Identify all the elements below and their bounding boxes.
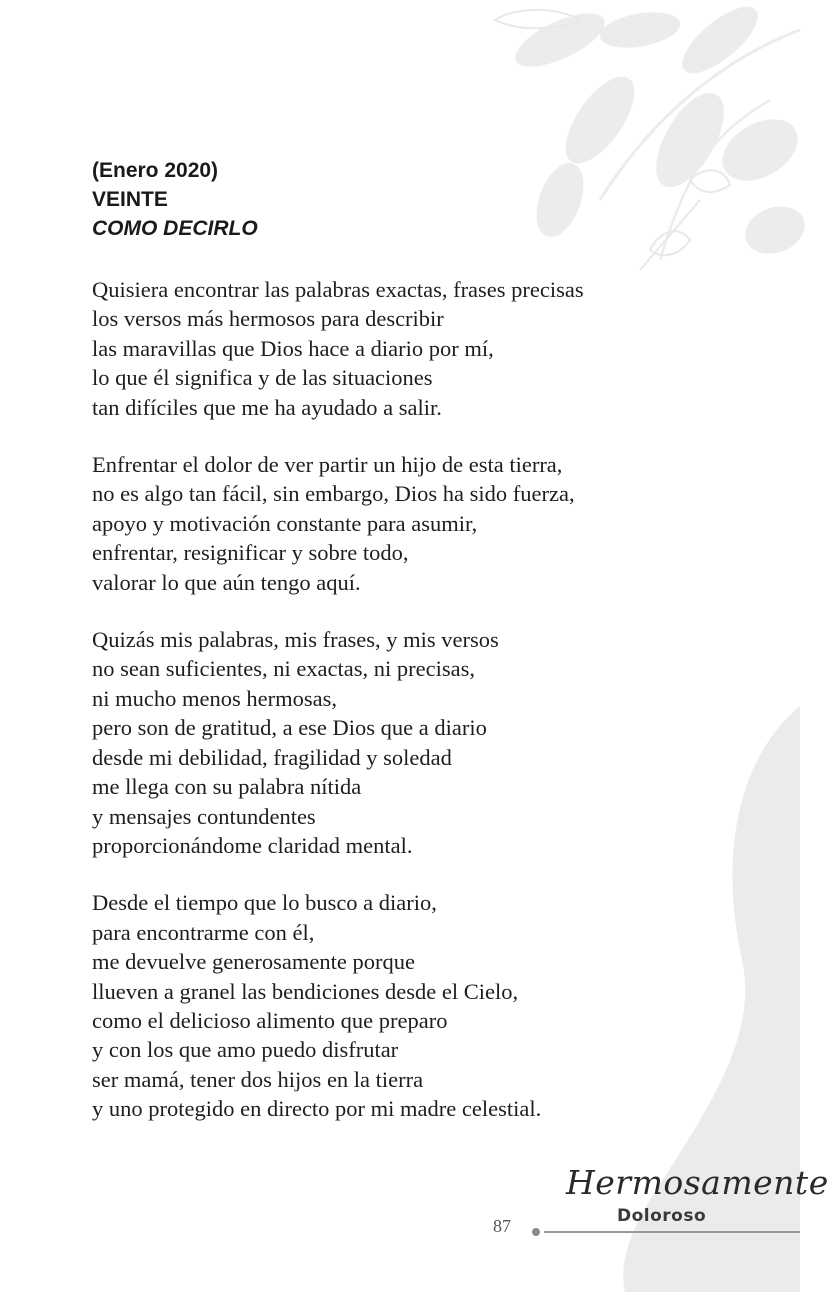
poem-body — [92, 275, 782, 1124]
brand-logo-script: Hermosamente — [566, 1163, 829, 1202]
poem-line: valorar lo que aún tengo aquí. — [92, 569, 361, 595]
poem-line: y con los que amo puedo disfrutar — [92, 1037, 399, 1063]
poem-line: ni mucho menos hermosas, — [92, 685, 337, 711]
poem-line: pero son de gratitud, a ese Dios que a diario — [92, 715, 487, 741]
poem-line: las maravillas que Dios hace a diario por mí, — [92, 335, 494, 361]
poem-line: me devuelve generosamente porque — [92, 949, 415, 975]
footer-rule — [544, 1231, 800, 1233]
brand-logo-subtitle: Doloroso — [617, 1206, 707, 1226]
poem-line: llueven a granel las bendiciones desde el Cielo, — [92, 978, 519, 1004]
stanza — [92, 888, 782, 1123]
poem-line: apoyo y motivación constante para asumir, — [92, 510, 478, 536]
poem-number-title: VEINTE — [92, 188, 168, 211]
poem-line: no es algo tan fácil, sin embargo, Dios ha sido fuerza, — [92, 481, 575, 507]
stanza — [92, 625, 782, 860]
poem-line: los versos más hermosos para describir — [92, 306, 444, 332]
poem-line: enfrentar, resignificar y sobre todo, — [92, 540, 409, 566]
poem-line: Desde el tiempo que lo busco a diario, — [92, 890, 437, 916]
poem-line: proporcionándome claridad mental. — [92, 832, 413, 858]
footer-dot — [532, 1228, 540, 1236]
poem-line: Quisiera encontrar las palabras exactas, frases precisas — [92, 277, 584, 302]
poem-line: y mensajes contundentes — [92, 803, 316, 829]
poem-line: para encontrarme con él, — [92, 919, 315, 945]
page-content — [92, 156, 782, 1152]
poem-line: me llega con su palabra nítida — [92, 774, 362, 800]
stanza — [92, 275, 782, 422]
poem-date: (Enero 2020) — [92, 159, 219, 182]
poem-line: y uno protegido en directo por mi madre celestial. — [92, 1096, 542, 1122]
poem-title: COMO DECIRLO — [92, 217, 258, 240]
page-number: 87 — [493, 1216, 511, 1236]
poem-line: Enfrentar el dolor de ver partir un hijo de esta tierra, — [92, 452, 563, 478]
poem-line: tan difíciles que me ha ayudado a salir. — [92, 394, 442, 420]
poem-line: no sean suficientes, ni exactas, ni precisas, — [92, 656, 475, 682]
poem-line: lo que él significa y de las situaciones — [92, 365, 433, 391]
poem-line: ser mamá, tener dos hijos en la tierra — [92, 1066, 424, 1092]
stanza — [92, 450, 782, 597]
poem-line: Quizás mis palabras, mis frases, y mis versos — [92, 627, 499, 653]
poem-line: desde mi debilidad, fragilidad y soledad — [92, 744, 452, 770]
poem-line: como el delicioso alimento que preparo — [92, 1007, 448, 1033]
